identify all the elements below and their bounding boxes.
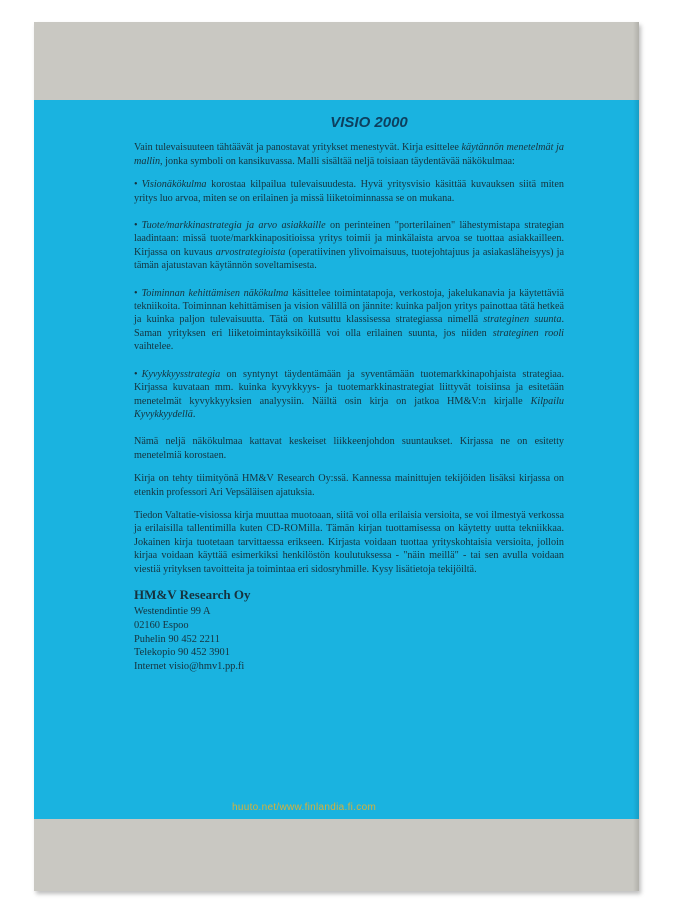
intro-text: Vain tulevaisuuteen tähtäävät ja panostavat yritykset menestyvät. Kirja esittelee bbox=[134, 142, 462, 154]
bullet-heading: Tuote/markkinastrategia ja arvo asiakkaille bbox=[141, 220, 326, 232]
book-title: VISIO 2000 bbox=[330, 114, 408, 131]
book-back-cover bbox=[34, 22, 639, 891]
bullet-text: korostaa kilpailua tulevaisuudesta. Hyvä yritysvisio käsittää kuvauksen siitä miten yritys luo arvoa, miten se on erilainen ja missä liiketoiminnassa se on mukana. bbox=[134, 179, 564, 204]
bullet-heading: Kyvykkyysstrategia bbox=[141, 368, 221, 380]
address-phone: Puhelin 90 452 2211 bbox=[134, 633, 220, 645]
bullet-mark: • bbox=[134, 368, 138, 380]
bullet-mark: • bbox=[134, 287, 138, 299]
bullet-text: (operatiivinen ylivoimaisuus, tuotejohtajuus ja asiakasläheisyys) ja tämän ajatustavan käytännön soveltamisesta. bbox=[134, 246, 564, 272]
bullet-text: käsittelee toimintatapoja, verkostoja, jakelukanavia ja käytettäviä tekniikoita. Toiminnan kehittämisen ja vision välillä on jännite: kuinka paljon yritys painottaa tätä hetkeä ja kuinka paljon tulevaisuutta. Tätä on kutsuttu klassisessa strategiassa nimellä bbox=[134, 287, 564, 326]
bullet-emphasis: strateginen rooli bbox=[492, 327, 564, 339]
intro-text-end: , jonka symboli on kansikuvassa. Malli sisältää neljä toisiaan täydentävää näkökulmaa: bbox=[160, 155, 515, 167]
address-fax: Telekopio 90 452 3901 bbox=[134, 647, 230, 659]
summary-paragraph: Nämä neljä näkökulmaa kattavat keskeiset liikkeenjohdon suuntaukset. Kirjassa ne on esitetty menetelmiä korostaen. bbox=[134, 436, 564, 461]
company-address bbox=[134, 605, 564, 673]
bullet-heading: Visionäkökulma bbox=[141, 179, 207, 191]
bullet-text: on perinteinen "porterilainen" lähestymistapa strategian laadintaan: missä tuote/markkinapositioissa yritys toimii ja minkälaista arvoa se tuottaa asiakkailleen. Kirjassa on kuvaus bbox=[134, 220, 564, 258]
bullet-text: on syntynyt täydentämään ja syventämään tuotemarkkinapohjaista strategiaa. Kirjassa kuvataan mm. kuinka kyvykkyys- ja tuotemarkkinastrategiat liittyvät toisiinsa ja esitetään menetelmät kyvykkyyksien analyysiin. Näiltä osin kirja on jatkoa HM&V:n kirjalle bbox=[134, 368, 564, 407]
bullet-mark: • bbox=[134, 179, 138, 191]
bullet-text: vaihtelee. bbox=[134, 341, 174, 353]
address-internet: Internet visio@hmv1.pp.fi bbox=[134, 660, 245, 672]
intro-paragraph bbox=[134, 141, 564, 168]
bullet-vision bbox=[134, 178, 564, 205]
information-highway-paragraph: Tiedon Valtatie-visiossa kirja muuttaa muotoaan, siitä voi olla erilaisia versioita, se voi ilmestyä verkossa ja erilaisilla tallentimilla kuten CD-ROMilla. Tämän kirjan tuottamisessa on käytetty uutta tekniikkaa. Jokainen kirja tuotetaan tarvittaessa erikseen. Kirjasta voidaan tuottaa yrityskohtaisia versioita, jolloin kirjaa voidaan käyttää esimerkiksi henkilöstön koulutuksessa - "näin meillä" - tai sen avulla voidaan viestiä yrityksen tavoitteita ja toimintaa eri sidosryhmille. Kysy lisätietoja tekijöiltä. bbox=[134, 509, 564, 575]
bullet-product-market bbox=[134, 219, 564, 273]
address-postal: 02160 Espoo bbox=[134, 619, 189, 631]
bullet-emphasis: Kilpailu Kyvykkyydellä bbox=[134, 395, 564, 420]
bullet-emphasis: strateginen suunta bbox=[483, 314, 562, 326]
cover-text bbox=[134, 116, 564, 673]
company-name: HM&V Research Oy bbox=[134, 586, 251, 602]
bullet-capability bbox=[134, 368, 564, 422]
bullet-heading: Toiminnan kehittämisen näkökulma bbox=[141, 287, 289, 299]
address-street: Westendintie 99 A bbox=[134, 606, 211, 618]
bullet-mark: • bbox=[134, 220, 138, 232]
bullet-text: . Saman yrityksen eri liiketoimintayksiköillä voi olla erilainen suunta, jos niiden bbox=[134, 314, 564, 339]
watermark-text: huuto.net/www.finlandia.fi.com bbox=[232, 802, 377, 813]
bullet-text: . bbox=[192, 408, 196, 420]
intro-emphasis: käytännön menetelmät ja mallin bbox=[134, 142, 564, 167]
team-paragraph: Kirja on tehty tiimityönä HM&V Research Oy:ssä. Kannessa mainittujen tekijöiden lisäksi kirjassa on etenkin professori Ari Vepsäläisen ajatuksia. bbox=[134, 473, 564, 498]
bullet-emphasis: arvostrategioista bbox=[215, 246, 286, 258]
blue-text-panel bbox=[34, 100, 639, 819]
bullet-operations bbox=[134, 287, 564, 354]
